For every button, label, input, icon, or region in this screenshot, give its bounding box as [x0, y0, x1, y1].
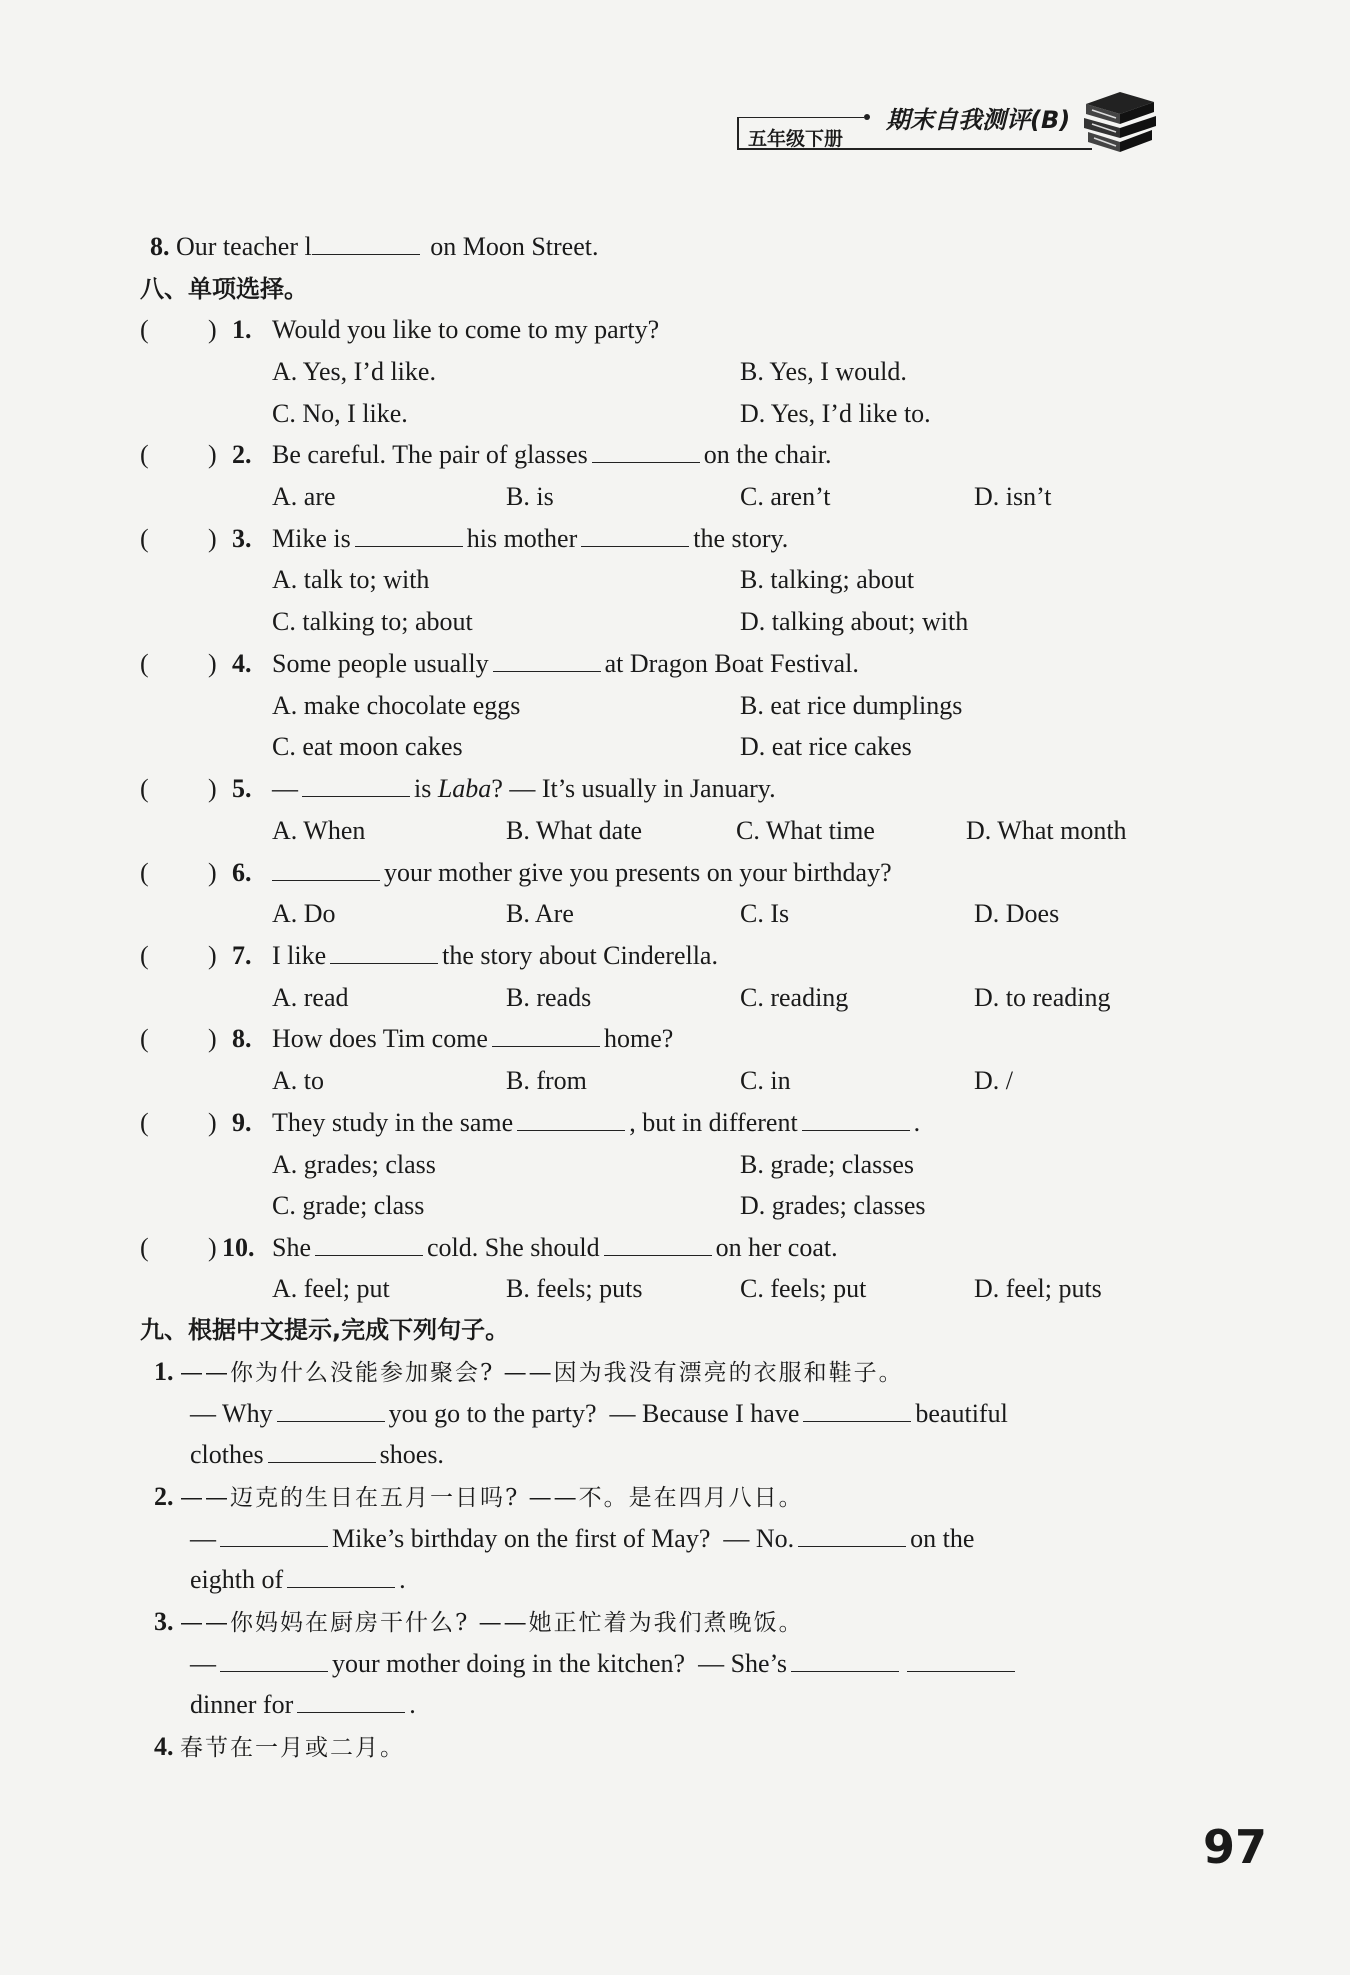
translation-item-3-en2: dinner for .: [190, 1690, 416, 1719]
answer-blank[interactable]: [517, 1108, 625, 1131]
test-title: 期末自我测评(B): [886, 106, 1071, 134]
answer-parens[interactable]: ( ): [140, 1233, 217, 1262]
question-number: 9.: [232, 1108, 252, 1137]
translation-item-3-en: — your mother doing in the kitchen? — She’s: [190, 1647, 1019, 1681]
translation-item-2-cn: 2. ——迈克的生日在五月一日吗? ——不。是在四月八日。: [154, 1482, 804, 1511]
option-a[interactable]: A. read: [272, 983, 349, 1012]
question-text: How does Tim come home?: [272, 1024, 674, 1053]
option-b[interactable]: B. eat rice dumplings: [740, 691, 963, 720]
option-a[interactable]: A. Yes, I’d like.: [272, 357, 436, 386]
option-a[interactable]: A. grades; class: [272, 1150, 436, 1179]
option-a[interactable]: A. to: [272, 1066, 324, 1095]
answer-parens[interactable]: ( ): [140, 649, 217, 678]
option-c[interactable]: C. No, I like.: [272, 399, 408, 428]
translation-item-1-cn: 1. ——你为什么没能参加聚会? ——因为我没有漂亮的衣服和鞋子。: [154, 1357, 904, 1386]
option-b[interactable]: B. from: [506, 1066, 587, 1095]
answer-blank[interactable]: [604, 1233, 712, 1256]
question-text: your mother give you presents on your birthday?: [272, 856, 892, 890]
question-number: 6.: [232, 858, 252, 887]
option-b[interactable]: B. talking; about: [740, 565, 915, 594]
translation-item-1-en2: clothes shoes.: [190, 1440, 444, 1469]
answer-blank[interactable]: [287, 1565, 395, 1588]
answer-parens[interactable]: ( ): [140, 315, 217, 344]
question-text: She cold. She should on her coat.: [272, 1233, 838, 1262]
option-c[interactable]: C. aren’t: [740, 482, 831, 511]
answer-blank[interactable]: [220, 1649, 328, 1672]
answer-blank[interactable]: [907, 1649, 1015, 1672]
answer-blank[interactable]: [315, 1233, 423, 1256]
option-b[interactable]: B. is: [506, 482, 554, 511]
question-text: Would you like to come to my party?: [272, 315, 660, 344]
prev-item-8: 8. Our teacher l on Moon Street.: [150, 232, 599, 261]
question-text: I like the story about Cinderella.: [272, 941, 718, 970]
header-rule-left: [737, 118, 739, 150]
grade-label: 五年级下册: [748, 128, 844, 150]
translation-item-2-en: — Mike’s birthday on the first of May? — No. on the: [190, 1524, 975, 1553]
option-b[interactable]: B. reads: [506, 983, 592, 1012]
header-dot: [864, 114, 870, 120]
question-number: 3.: [232, 524, 252, 553]
header-rule-top: [737, 117, 864, 118]
answer-blank[interactable]: [268, 1440, 376, 1463]
translation-item-3-cn: 3. ——你妈妈在厨房干什么? ——她正忙着为我们煮晚饭。: [154, 1607, 804, 1636]
option-a[interactable]: A. talk to; with: [272, 565, 430, 594]
question-number: 10.: [222, 1233, 255, 1262]
question-text: They study in the same , but in different .: [272, 1108, 921, 1137]
option-a[interactable]: A. When: [272, 816, 366, 845]
answer-blank[interactable]: [297, 1690, 405, 1713]
answer-parens[interactable]: ( ): [140, 858, 217, 887]
option-d[interactable]: D. grades; classes: [740, 1191, 926, 1220]
question-number: 4.: [232, 649, 252, 678]
answer-blank[interactable]: [791, 1649, 899, 1672]
answer-parens[interactable]: ( ): [140, 1024, 217, 1053]
option-c[interactable]: C. in: [740, 1066, 791, 1095]
option-c[interactable]: C. talking to; about: [272, 607, 473, 636]
question-number: 1.: [232, 315, 252, 344]
answer-blank[interactable]: [492, 1024, 600, 1047]
option-b[interactable]: B. grade; classes: [740, 1150, 915, 1179]
question-number: 2.: [232, 440, 252, 469]
question-text: Be careful. The pair of glasses on the chair.: [272, 440, 832, 469]
option-c[interactable]: C. grade; class: [272, 1191, 425, 1220]
option-d[interactable]: D. feel; puts: [974, 1274, 1102, 1303]
answer-blank[interactable]: [493, 649, 601, 672]
option-d[interactable]: D. /: [974, 1066, 1013, 1095]
option-d[interactable]: D. to reading: [974, 983, 1111, 1012]
question-number: 8.: [232, 1024, 252, 1053]
question-text: Some people usually at Dragon Boat Festival.: [272, 649, 859, 678]
question-text: — is Laba? — It’s usually in January.: [272, 774, 776, 803]
answer-blank[interactable]: [272, 858, 380, 881]
answer-blank[interactable]: [220, 1524, 328, 1547]
answer-blank[interactable]: [803, 1399, 911, 1422]
option-d[interactable]: D. Yes, I’d like to.: [740, 399, 931, 428]
translation-item-2-en2: eighth of .: [190, 1565, 406, 1594]
answer-blank[interactable]: [592, 440, 700, 463]
answer-blank[interactable]: [312, 232, 420, 255]
option-a[interactable]: A. make chocolate eggs: [272, 691, 521, 720]
option-d[interactable]: D. Does: [974, 899, 1060, 928]
question-text: Mike is his mother the story.: [272, 524, 789, 553]
option-d[interactable]: D. What month: [966, 816, 1127, 845]
answer-parens[interactable]: ( ): [140, 941, 217, 970]
section-title-8: 八、单项选择。: [140, 275, 308, 303]
option-d[interactable]: D. isn’t: [974, 482, 1052, 511]
answer-parens[interactable]: ( ): [140, 774, 217, 803]
translation-item-4-cn: 4. 春节在一月或二月。: [154, 1732, 405, 1761]
option-c[interactable]: C. What time: [736, 816, 875, 845]
answer-blank[interactable]: [302, 774, 410, 797]
page-number: 97: [1203, 1820, 1268, 1874]
option-b[interactable]: B. feels; puts: [506, 1274, 643, 1303]
option-a[interactable]: A. Do: [272, 899, 336, 928]
option-c[interactable]: C. Is: [740, 899, 790, 928]
question-number: 7.: [232, 941, 252, 970]
books-icon: [1080, 88, 1160, 158]
option-c[interactable]: C. eat moon cakes: [272, 732, 463, 761]
section-title-9: 九、根据中文提示,完成下列句子。: [140, 1316, 510, 1344]
option-b[interactable]: B. What date: [506, 816, 642, 845]
answer-blank[interactable]: [277, 1399, 385, 1422]
translation-item-1-en: — Why you go to the party? — Because I have beautiful: [190, 1399, 1008, 1428]
option-d[interactable]: D. talking about; with: [740, 607, 969, 636]
answer-blank[interactable]: [581, 524, 689, 547]
answer-parens[interactable]: ( ): [140, 1108, 217, 1137]
answer-blank[interactable]: [330, 941, 438, 964]
answer-blank[interactable]: [802, 1108, 910, 1131]
answer-blank[interactable]: [798, 1524, 906, 1547]
option-b[interactable]: B. Yes, I would.: [740, 357, 907, 386]
answer-parens[interactable]: ( ): [140, 524, 217, 553]
answer-parens[interactable]: ( ): [140, 440, 217, 469]
option-b[interactable]: B. Are: [506, 899, 574, 928]
option-a[interactable]: A. feel; put: [272, 1274, 390, 1303]
question-number: 5.: [232, 774, 252, 803]
option-d[interactable]: D. eat rice cakes: [740, 732, 912, 761]
option-c[interactable]: C. reading: [740, 983, 849, 1012]
option-c[interactable]: C. feels; put: [740, 1274, 867, 1303]
answer-blank[interactable]: [355, 524, 463, 547]
option-a[interactable]: A. are: [272, 482, 336, 511]
